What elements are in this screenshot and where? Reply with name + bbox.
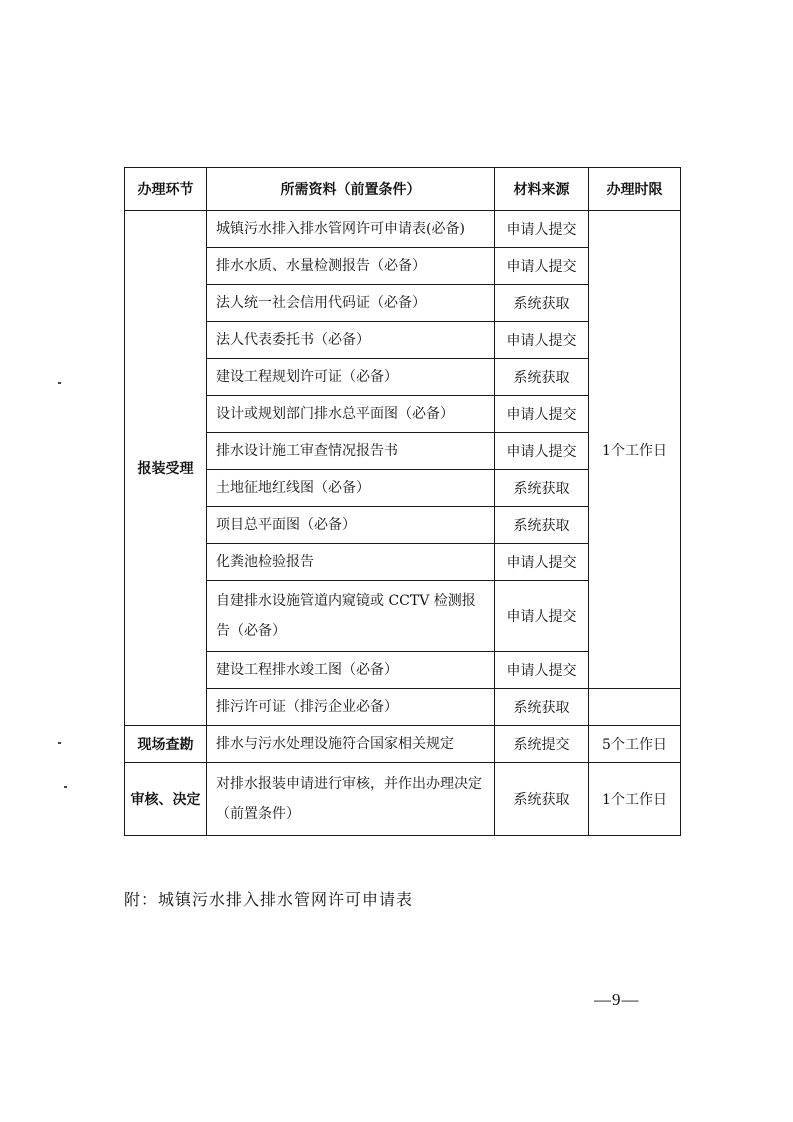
material-cell: 化粪池检验报告 bbox=[207, 544, 495, 581]
material-cell: 排水与污水处理设施符合国家相关规定 bbox=[207, 726, 495, 763]
source-cell: 系统提交 bbox=[495, 726, 589, 763]
header-source: 材料来源 bbox=[495, 168, 589, 211]
stage-cell: 报装受理 bbox=[125, 211, 207, 726]
header-materials: 所需资料（前置条件） bbox=[207, 168, 495, 211]
margin-mark bbox=[64, 786, 67, 788]
material-cell: 项目总平面图（必备） bbox=[207, 507, 495, 544]
source-cell: 申请人提交 bbox=[495, 433, 589, 470]
source-cell: 申请人提交 bbox=[495, 322, 589, 359]
source-cell: 系统获取 bbox=[495, 285, 589, 322]
material-cell: 排水水质、水量检测报告（必备） bbox=[207, 248, 495, 285]
material-cell: 建设工程规划许可证（必备） bbox=[207, 359, 495, 396]
table-header-row bbox=[125, 168, 681, 211]
source-cell: 系统获取 bbox=[495, 763, 589, 836]
source-cell: 申请人提交 bbox=[495, 396, 589, 433]
material-cell: 对排水报装申请进行审核，并作出办理决定（前置条件） bbox=[207, 763, 495, 836]
time-limit-cell: 5个工作日 bbox=[589, 726, 681, 763]
source-cell: 申请人提交 bbox=[495, 581, 589, 652]
source-cell: 申请人提交 bbox=[495, 248, 589, 285]
source-cell: 系统获取 bbox=[495, 689, 589, 726]
source-cell: 系统获取 bbox=[495, 507, 589, 544]
table-row bbox=[125, 726, 681, 763]
stage-cell: 现场查勘 bbox=[125, 726, 207, 763]
table-row bbox=[125, 763, 681, 836]
procedure-table bbox=[124, 167, 681, 836]
margin-mark bbox=[58, 742, 61, 744]
material-cell: 法人统一社会信用代码证（必备） bbox=[207, 285, 495, 322]
header-stage: 办理环节 bbox=[125, 168, 207, 211]
material-cell: 城镇污水排入排水管网许可申请表(必备) bbox=[207, 211, 495, 248]
material-cell: 建设工程排水竣工图（必备） bbox=[207, 652, 495, 689]
material-cell: 法人代表委托书（必备） bbox=[207, 322, 495, 359]
source-cell: 申请人提交 bbox=[495, 211, 589, 248]
material-cell: 设计或规划部门排水总平面图（必备） bbox=[207, 396, 495, 433]
source-cell: 系统获取 bbox=[495, 470, 589, 507]
table-row bbox=[125, 689, 681, 726]
attachment-note: 附：城镇污水排入排水管网许可申请表 bbox=[124, 890, 414, 909]
header-time-limit: 办理时限 bbox=[589, 168, 681, 211]
page-number: —9— bbox=[594, 990, 640, 1009]
source-cell: 申请人提交 bbox=[495, 652, 589, 689]
material-cell: 排水设计施工审查情况报告书 bbox=[207, 433, 495, 470]
margin-mark bbox=[58, 382, 61, 384]
time-limit-cell-empty bbox=[589, 689, 681, 726]
source-cell: 系统获取 bbox=[495, 359, 589, 396]
source-cell: 申请人提交 bbox=[495, 544, 589, 581]
time-limit-cell: 1个工作日 bbox=[589, 763, 681, 836]
material-cell: 自建排水设施管道内窥镜或 CCTV 检测报告（必备） bbox=[207, 581, 495, 652]
table-row bbox=[125, 211, 681, 248]
material-cell: 排污许可证（排污企业必备） bbox=[207, 689, 495, 726]
time-limit-cell: 1个工作日 bbox=[589, 211, 681, 689]
stage-cell: 审核、决定 bbox=[125, 763, 207, 836]
material-cell: 土地征地红线图（必备） bbox=[207, 470, 495, 507]
